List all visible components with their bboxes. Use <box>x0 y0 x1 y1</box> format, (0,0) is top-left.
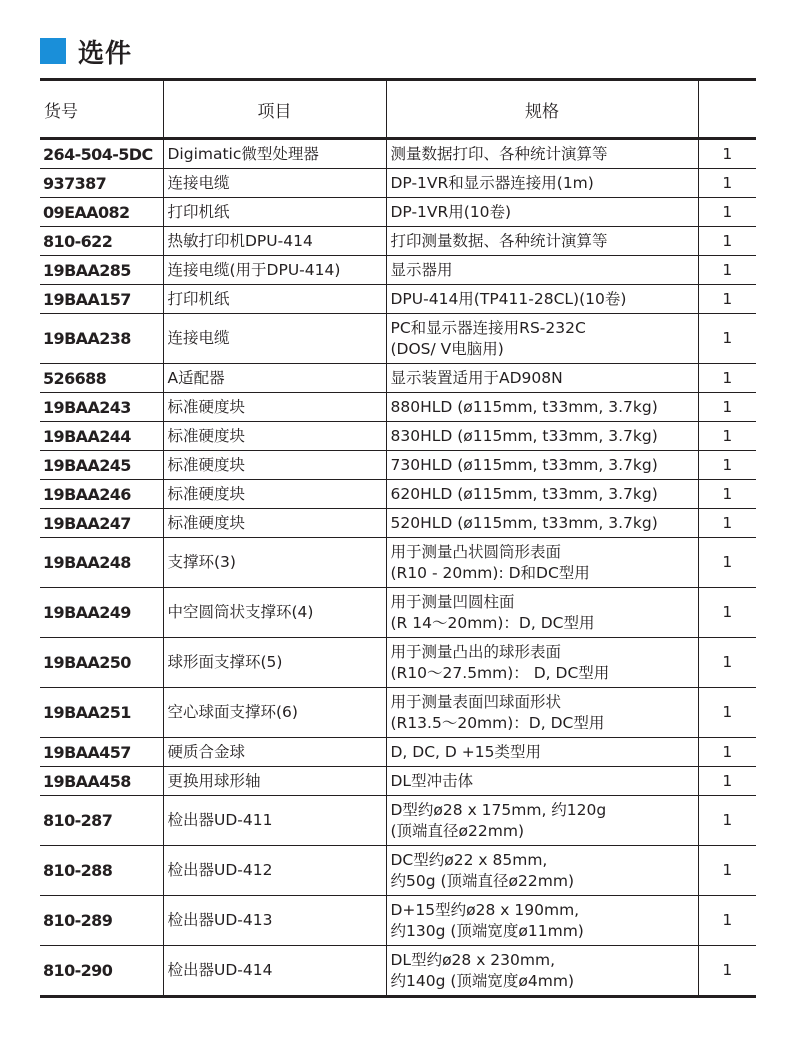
table-row <box>40 638 756 688</box>
cell-code: 810-290 <box>40 946 163 997</box>
spec-line: (R10 - 20mm): D和DC型用 <box>390 563 590 582</box>
cell-code: 19BAA245 <box>40 451 163 480</box>
cell-item: 标准硬度块 <box>163 480 386 509</box>
cell-item: 连接电缆(用于DPU-414) <box>163 256 386 285</box>
cell-qty: 1 <box>698 198 756 227</box>
spec-line: 730HLD (ø115mm, t33mm, 3.7kg) <box>390 455 658 474</box>
cell-code: 810-288 <box>40 846 163 896</box>
spec-line: (DOS/ V电脑用) <box>390 339 504 358</box>
table-row <box>40 422 756 451</box>
spec-line: DC型约ø22 x 85mm, <box>390 850 548 869</box>
cell-spec <box>386 285 698 314</box>
section-title: 选件 <box>78 38 133 69</box>
spec-line: 显示器用 <box>390 260 453 279</box>
cell-item: 打印机纸 <box>163 198 386 227</box>
cell-item: 连接电缆 <box>163 169 386 198</box>
cell-qty: 1 <box>698 846 756 896</box>
cell-qty: 1 <box>698 509 756 538</box>
spec-line: DP-1VR和显示器连接用(1m) <box>390 173 594 192</box>
cell-qty: 1 <box>698 767 756 796</box>
cell-qty: 1 <box>698 896 756 946</box>
cell-code: 937387 <box>40 169 163 198</box>
cell-qty: 1 <box>698 451 756 480</box>
cell-code: 810-622 <box>40 227 163 256</box>
cell-item: 标准硬度块 <box>163 451 386 480</box>
cell-qty: 1 <box>698 946 756 997</box>
cell-spec <box>386 227 698 256</box>
cell-item: 中空圆筒状支撑环(4) <box>163 588 386 638</box>
cell-code: 19BAA157 <box>40 285 163 314</box>
table-row <box>40 169 756 198</box>
cell-code: 19BAA250 <box>40 638 163 688</box>
cell-spec <box>386 364 698 393</box>
cell-item: 硬质合金球 <box>163 738 386 767</box>
spec-line: 约140g (顶端宽度ø4mm) <box>390 971 574 990</box>
cell-spec <box>386 451 698 480</box>
header-item: 项目 <box>163 80 386 139</box>
cell-spec <box>386 688 698 738</box>
cell-item: 检出器UD-413 <box>163 896 386 946</box>
spec-line: 830HLD (ø115mm, t33mm, 3.7kg) <box>390 426 658 445</box>
table-row <box>40 364 756 393</box>
table-row <box>40 738 756 767</box>
table-row <box>40 314 756 364</box>
spec-line: (R10～27.5mm)： D, DC型用 <box>390 663 610 682</box>
cell-item: 空心球面支撑环(6) <box>163 688 386 738</box>
cell-code: 19BAA243 <box>40 393 163 422</box>
cell-spec <box>386 393 698 422</box>
spec-line: 880HLD (ø115mm, t33mm, 3.7kg) <box>390 397 658 416</box>
cell-item: 标准硬度块 <box>163 422 386 451</box>
cell-item: 连接电缆 <box>163 314 386 364</box>
cell-spec <box>386 767 698 796</box>
cell-item: A适配器 <box>163 364 386 393</box>
table-row <box>40 393 756 422</box>
cell-qty: 1 <box>698 422 756 451</box>
cell-code: 264-504-5DC <box>43 144 153 164</box>
cell-item: 标准硬度块 <box>163 393 386 422</box>
cell-qty: 1 <box>698 364 756 393</box>
cell-qty: 1 <box>698 796 756 846</box>
cell-code: 19BAA249 <box>40 588 163 638</box>
spec-line: 约130g (顶端宽度ø11mm) <box>390 921 584 940</box>
cell-item: 热敏打印机DPU-414 <box>163 227 386 256</box>
header-qty <box>698 80 756 139</box>
cell-item: 标准硬度块 <box>163 509 386 538</box>
spec-line: 打印测量数据、各种统计演算等 <box>390 231 608 250</box>
cell-spec <box>386 896 698 946</box>
cell-item: Digimatic微型处理器 <box>163 139 386 169</box>
section-header <box>40 36 133 69</box>
table-row <box>40 538 756 588</box>
cell-qty: 1 <box>698 256 756 285</box>
cell-qty: 1 <box>698 169 756 198</box>
table-row <box>40 451 756 480</box>
cell-qty: 1 <box>698 538 756 588</box>
cell-spec <box>386 738 698 767</box>
table-row <box>40 846 756 896</box>
cell-code: 19BAA458 <box>40 767 163 796</box>
cell-qty: 1 <box>698 738 756 767</box>
spec-line: 用于测量凸状圆筒形表面 <box>390 542 562 561</box>
cell-qty: 1 <box>698 285 756 314</box>
spec-line: 用于测量凹圆柱面 <box>390 592 515 611</box>
cell-spec <box>386 796 698 846</box>
cell-spec <box>386 946 698 997</box>
table-header-row <box>40 80 756 139</box>
cell-code: 19BAA251 <box>40 688 163 738</box>
table-row <box>40 946 756 997</box>
cell-code: 19BAA244 <box>40 422 163 451</box>
spec-line: DL型约ø28 x 230mm, <box>390 950 556 969</box>
cell-code: 526688 <box>40 364 163 393</box>
cell-qty: 1 <box>698 638 756 688</box>
header-spec: 规格 <box>386 80 698 139</box>
cell-spec <box>386 314 698 364</box>
options-table <box>40 78 756 998</box>
spec-line: D型约ø28 x 175mm, 约120g <box>390 800 607 819</box>
cell-item: 检出器UD-411 <box>163 796 386 846</box>
cell-code: 810-287 <box>40 796 163 846</box>
cell-code: 09EAA082 <box>40 198 163 227</box>
spec-line: (R13.5～20mm)：D, DC型用 <box>390 713 605 732</box>
cell-item: 检出器UD-412 <box>163 846 386 896</box>
cell-code: 19BAA246 <box>40 480 163 509</box>
cell-qty: 1 <box>698 688 756 738</box>
spec-line: PC和显示器连接用RS-232C <box>390 318 586 337</box>
cell-qty: 1 <box>698 227 756 256</box>
cell-code: 19BAA247 <box>40 509 163 538</box>
cell-item: 更换用球形轴 <box>163 767 386 796</box>
spec-line: D+15型约ø28 x 190mm, <box>390 900 580 919</box>
spec-line: 620HLD (ø115mm, t33mm, 3.7kg) <box>390 484 658 503</box>
cell-spec <box>386 198 698 227</box>
table-row <box>40 796 756 846</box>
cell-spec <box>386 638 698 688</box>
cell-qty: 1 <box>698 314 756 364</box>
cell-spec <box>386 139 698 169</box>
cell-code: 19BAA238 <box>40 314 163 364</box>
cell-qty: 1 <box>698 393 756 422</box>
cell-spec <box>386 509 698 538</box>
section-marker-square <box>40 38 66 64</box>
cell-spec <box>386 422 698 451</box>
spec-line: DP-1VR用(10卷) <box>390 202 512 221</box>
spec-line: DL型冲击体 <box>390 771 474 790</box>
cell-item: 打印机纸 <box>163 285 386 314</box>
spec-line: 用于测量表面凹球面形状 <box>390 692 562 711</box>
spec-line: D, DC, D +15类型用 <box>390 742 541 761</box>
cell-code: 19BAA248 <box>40 538 163 588</box>
cell-code: 19BAA285 <box>40 256 163 285</box>
table-row <box>40 198 756 227</box>
spec-line: (R 14～20mm)：D, DC型用 <box>390 613 595 632</box>
cell-code: 810-289 <box>40 896 163 946</box>
cell-spec <box>386 169 698 198</box>
table-row <box>40 480 756 509</box>
spec-line: 520HLD (ø115mm, t33mm, 3.7kg) <box>390 513 658 532</box>
table-row <box>40 688 756 738</box>
cell-code: 19BAA457 <box>40 738 163 767</box>
header-code: 货号 <box>40 80 163 139</box>
spec-line: 用于测量凸出的球形表面 <box>390 642 562 661</box>
table-row <box>40 509 756 538</box>
spec-line: 约50g (顶端直径ø22mm) <box>390 871 574 890</box>
spec-line: 显示装置适用于AD908N <box>390 368 563 387</box>
cell-item: 球形面支撑环(5) <box>163 638 386 688</box>
spec-line: DPU-414用(TP411-28CL)(10卷) <box>390 289 627 308</box>
table-row <box>40 767 756 796</box>
cell-qty: 1 <box>698 139 756 169</box>
table-row <box>40 896 756 946</box>
cell-spec <box>386 480 698 509</box>
cell-item: 支撑环(3) <box>163 538 386 588</box>
cell-qty: 1 <box>698 480 756 509</box>
cell-spec <box>386 588 698 638</box>
spec-line: (顶端直径ø22mm) <box>390 821 524 840</box>
table-row <box>40 256 756 285</box>
cell-spec <box>386 846 698 896</box>
table-row <box>40 285 756 314</box>
table-row <box>40 588 756 638</box>
table-row <box>40 139 756 169</box>
spec-line: 测量数据打印、各种统计演算等 <box>390 144 608 163</box>
cell-item: 检出器UD-414 <box>163 946 386 997</box>
cell-qty: 1 <box>698 588 756 638</box>
cell-spec <box>386 256 698 285</box>
table-row <box>40 227 756 256</box>
cell-spec <box>386 538 698 588</box>
